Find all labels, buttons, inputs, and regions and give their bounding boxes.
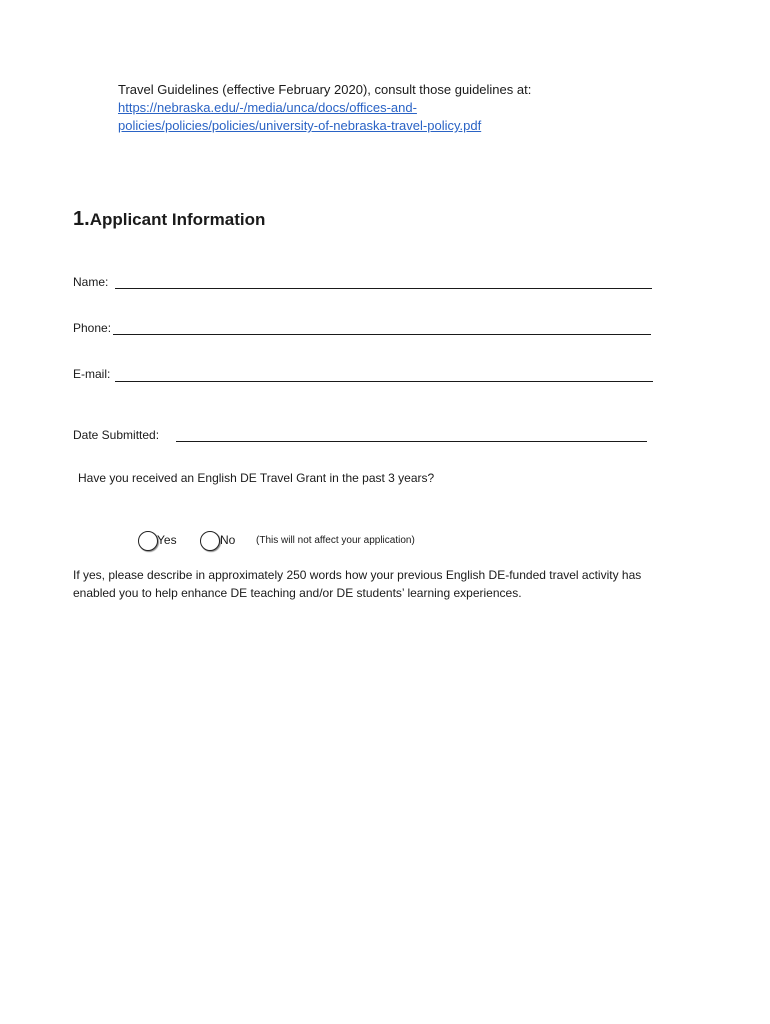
- email-label: E-mail:: [73, 367, 111, 381]
- name-label: Name:: [73, 275, 109, 289]
- application-note: (This will not affect your application): [256, 535, 415, 546]
- link-line-1[interactable]: https://nebraska.edu/-/media/unca/docs/offices-and-: [118, 100, 417, 115]
- yes-label: Yes: [157, 533, 177, 547]
- description-line-2: enabled you to help enhance DE teaching and/or DE students’ learning experiences.: [73, 586, 522, 600]
- name-field[interactable]: [115, 288, 652, 289]
- travel-policy-link[interactable]: [118, 99, 481, 135]
- description-instructions: [73, 566, 713, 602]
- phone-field[interactable]: [113, 334, 651, 335]
- section-heading: [73, 208, 265, 231]
- guidelines-text: Travel Guidelines (effective February 2020), consult those guidelines at:: [118, 82, 532, 97]
- phone-label: Phone:: [73, 321, 112, 335]
- description-line-1: If yes, please describe in approximately 250 words how your previous English DE-funded travel activity has: [73, 568, 642, 582]
- section-title: Applicant Information: [89, 210, 266, 229]
- grant-question: Have you received an English DE Travel Grant in the past 3 years?: [78, 471, 435, 485]
- email-field[interactable]: [115, 381, 653, 382]
- date-field[interactable]: [176, 441, 647, 442]
- yes-radio[interactable]: [138, 531, 158, 551]
- link-line-2[interactable]: policies/policies/policies/university-of-nebraska-travel-policy.pdf: [118, 118, 482, 133]
- date-label: Date Submitted:: [73, 428, 160, 442]
- no-radio[interactable]: [200, 531, 220, 551]
- no-label: No: [220, 533, 236, 547]
- section-number: 1.: [73, 208, 90, 230]
